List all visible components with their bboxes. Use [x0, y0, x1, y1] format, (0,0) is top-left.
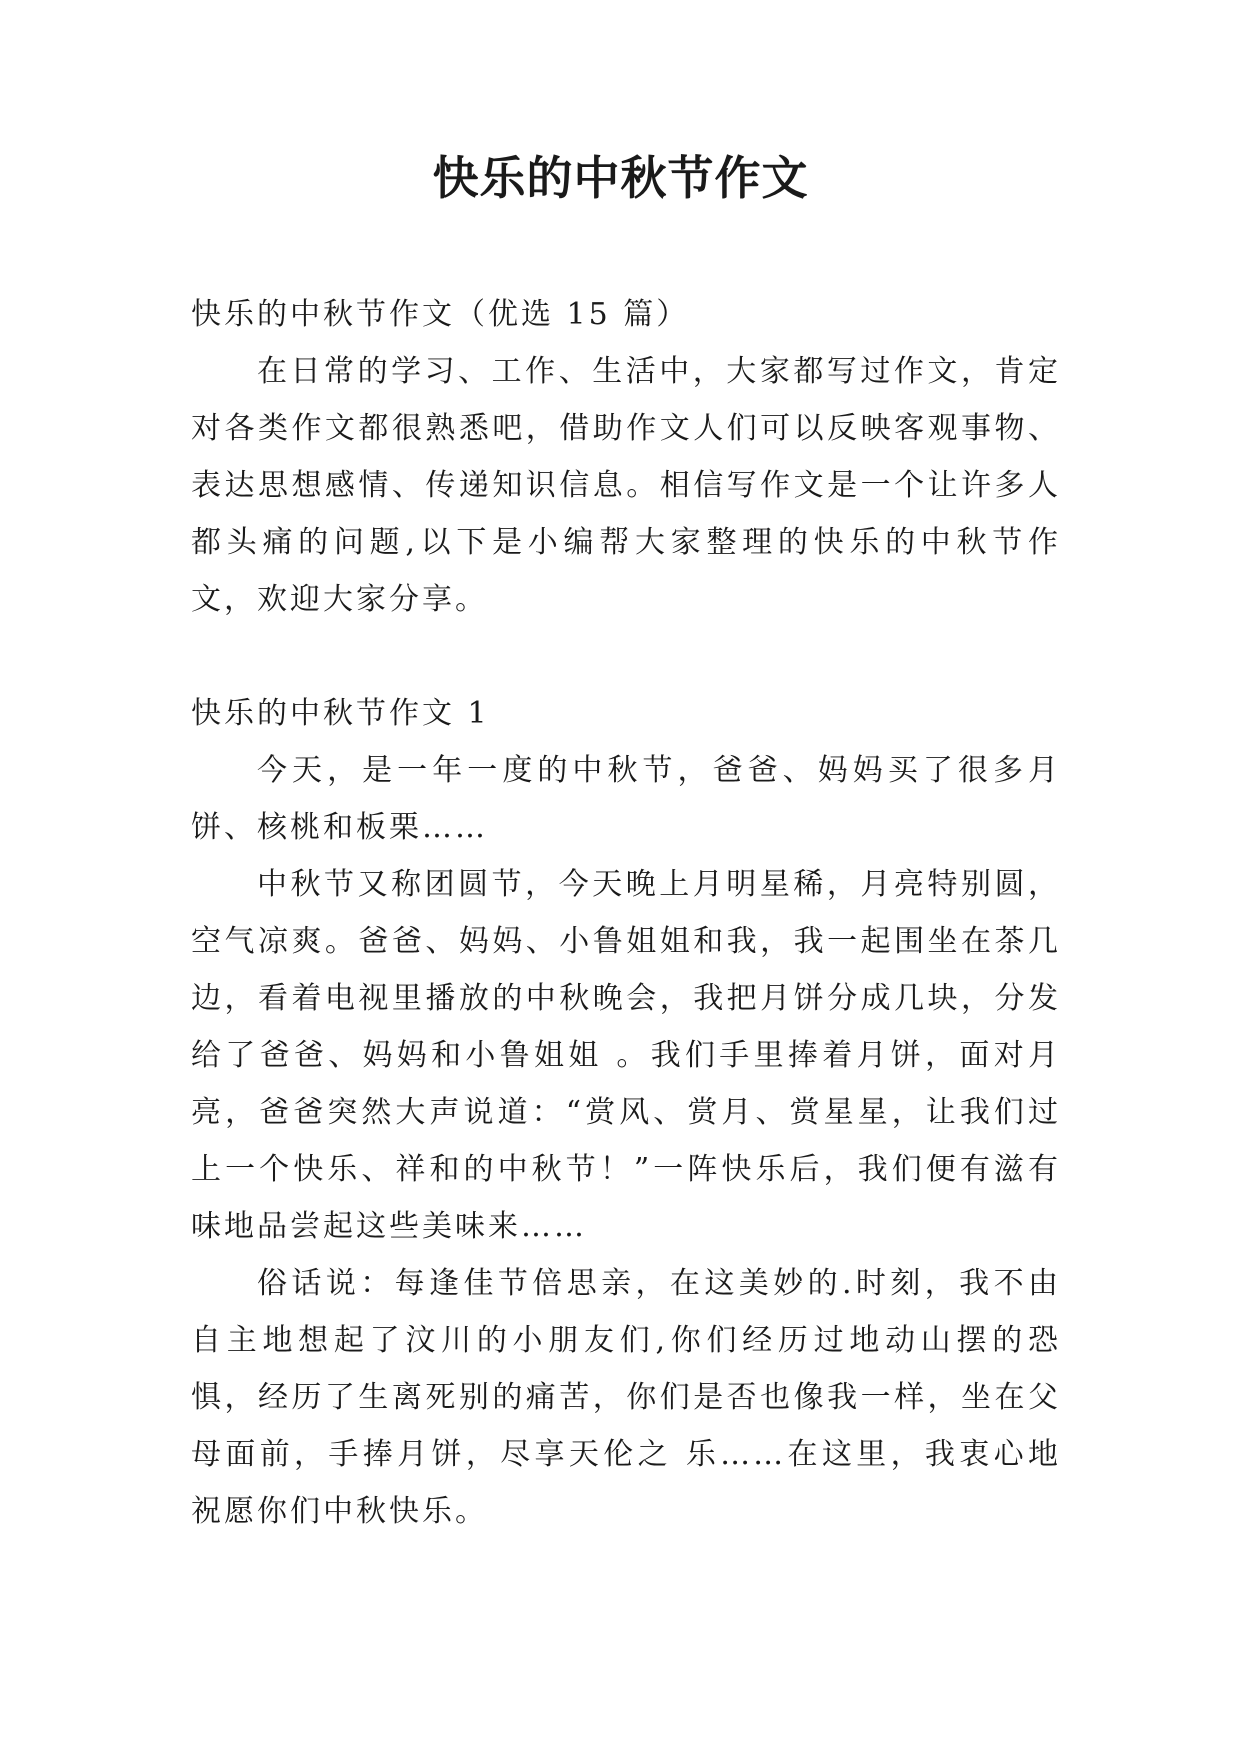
document-body [191, 286, 1061, 1540]
essay-paragraph: 中秋节又称团圆节，今天晚上月明星稀，月亮特别圆，空气凉爽。爸爸、妈妈、小鲁姐姐和我，我一起围坐在茶几边，看着电视里播放的中秋晚会，我把月饼分成几块，分发给了爸爸、妈妈和小鲁姐姐 。我们手里捧着月饼，面对月亮，爸爸突然大声说道：“赏风、赏月、赏星星，让我们过上一个快乐、祥和的中秋节！”一阵快乐后，我们便有滋有味地品尝起这些美味来…… [191, 867, 1061, 1244]
document-subtitle: 快乐的中秋节作文（优选 15 篇） [191, 297, 690, 332]
essay-paragraph: 今天，是一年一度的中秋节，爸爸、妈妈买了很多月饼、核桃和板栗…… [191, 753, 1061, 845]
essay-paragraph: 俗话说：每逢佳节倍思亲，在这美妙的.时刻，我不由自主地想起了汶川的小朋友们,你们经历过地动山摆的恐惧，经历了生离死别的痛苦，你们是否也像我一样，坐在父母面前，手捧月饼，尽享天伦之 乐……在这里，我衷心地祝愿你们中秋快乐。 [191, 1266, 1061, 1529]
essay-heading: 快乐的中秋节作文 1 [191, 696, 490, 731]
intro-paragraph: 在日常的学习、工作、生活中，大家都写过作文，肯定对各类作文都很熟悉吧，借助作文人们可以反映客观事物、表达思想感情、传递知识信息。相信写作文是一个让许多人都头痛的问题,以下是小编帮大家整理的快乐的中秋节作文，欢迎大家分享。 [191, 354, 1061, 617]
section-spacer [191, 628, 1061, 685]
document-title: 快乐的中秋节作文 [432, 151, 809, 205]
